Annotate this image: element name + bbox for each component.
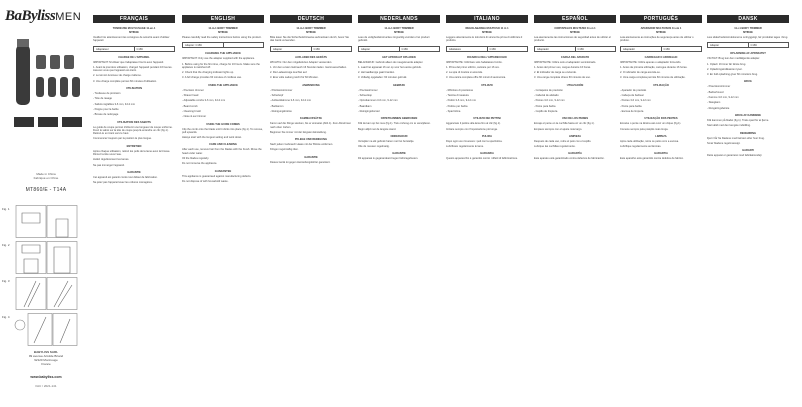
section-paragraph: - Præcisionstrimmer [707,85,731,89]
section-heading: UTILISATION DES SABOTS [117,120,151,124]
section-paragraph: Lubrifique regularmente as lâminas. [620,145,662,149]
section-heading: GARANTÍA [568,152,582,156]
product-subtitle: 11-in-1 BODY TRIMMER MT861E [208,27,238,34]
language-header: PORTUGUÊS [620,15,702,23]
adapter-value: C169 [311,47,352,51]
section-paragraph: After each use, remove hair from the blades with the brush. Rinse the head under water. [182,148,262,155]
section-paragraph: - Rifinitore di precisione [446,88,474,92]
section-heading: RICARICA DELL'APPARECCHIO [467,55,507,59]
section-heading: USING THE APPLIANCE [208,83,238,87]
made-in-china: Made in China Fabriqué en Chine [33,172,59,180]
website-link[interactable]: www.babyliss.com [30,375,62,379]
section-paragraph: - Tête de rasage [93,97,112,101]
intro-text: Lees de veiligheidsinstructies zorgvuldig voordat u het product gebruikt. [358,36,430,43]
section-paragraph: Clip the comb onto the blade until it clicks into place (fig.1). To remove, pull upwards. [182,127,263,134]
adapter-table [620,46,702,52]
section-paragraph: 3. Eine volle Ladung reicht für 60 Minuten. [270,76,319,80]
section-paragraph: - Rengøringsbørste [707,106,730,110]
language-column-français [93,15,175,405]
section-heading: GARANTIA [654,152,668,156]
section-heading: GARANTIE [127,170,141,174]
section-paragraph: WICHTIG: Nur den mitgelieferten Adapter verwenden. [270,60,332,64]
section-paragraph: 3. Uma carga completa permite 60 minutos de utilização. [620,76,686,80]
section-paragraph: Olie de messen regelmatig. [358,145,390,149]
section-paragraph: Después de cada uso, retire el pelo con el cepillo. [534,139,592,143]
section-heading: GARANZIA [480,152,494,156]
figure-3: Fig. 3 [10,277,82,310]
section-paragraph: Empiece siempre con el ajuste más largo. [534,127,583,131]
language-column-deutsch [270,15,352,405]
section-paragraph: - Escova de limpeza [620,109,644,113]
section-paragraph: 3. Une charge complète permet 60 minutes d'utilisation. [93,79,157,83]
section-paragraph: 2. Check that the charging indicator lights up. [182,71,234,75]
section-paragraph: Commencez toujours par la position la plus longue. [93,137,152,141]
adapter-label: Adattatore [449,47,461,51]
adapter-value: C169 [748,43,789,47]
section-paragraph: - Barberhoved [707,90,724,94]
adapter-table [707,42,789,48]
section-paragraph: - Cortapelos de precisión [534,88,563,92]
section-paragraph: - Cabeça de barbear [620,94,644,98]
section-paragraph: Kamm auf die Klinge stecken, bis er einrastet (Abb.1). Zum Abnehmen nach oben ziehen. [270,122,352,129]
adapter-value: C169 [487,47,528,51]
section-heading: HET APPARAAT OPLADEN [382,55,416,59]
section-paragraph: VIGTIGT: Brug kun den medfølgende adapter. [707,57,760,61]
section-paragraph: - Bartkamm [270,104,284,108]
section-paragraph: - Sabots réglables 3-6 mm, 9-12 mm [93,102,136,106]
language-column-english [182,15,264,405]
manufacturer-address: BABYLISS SARL 99 avenue Aristide Briand 92120 Montrouge France [28,350,64,366]
section-paragraph: - Tondeuse de précision [93,92,121,96]
section-paragraph: - Kamme 3-6 mm, 9-12 mm [707,96,739,100]
section-paragraph: - Peigne pour la barbe [93,107,119,111]
language-column-nederlands [358,15,440,405]
brand-logo [5,8,81,25]
section-paragraph: 2. Het laadlampje gaat branden. [358,71,395,75]
section-heading: USO DE LOS PEINES [561,117,589,121]
language-header: FRANÇAIS [93,15,175,23]
section-heading: PULIZIA [481,134,493,138]
figures [2,205,82,349]
section-paragraph: - Präzisionstrimmer [270,88,293,92]
figure-2: Fig. 2 [10,241,82,274]
adapter-label: Adaptateur [96,47,109,51]
section-heading: BRUG [744,80,752,84]
section-heading: USING THE GUIDE COMBS [206,122,240,126]
product-subtitle: 11-in-1 BODY TRIMMER MT861E [384,27,414,34]
section-heading: CHARGING THE APPLIANCE [205,52,241,56]
section-paragraph: Beginnen Sie immer mit der längsten Einstellung. [270,130,327,134]
product-subtitle: CORTAPELOS MULTIUSO 11 en 1 MT861E [554,27,596,34]
section-paragraph: Start altid med den længste indstilling. [707,124,751,128]
section-paragraph: Dopo ogni uso rimuovere i peli con la spazzolina. [446,139,503,143]
section-heading: UTILISATION [125,87,143,91]
adapter-label: Adapter [361,47,371,51]
language-column-español [534,15,616,405]
section-paragraph: - Peines 3-6 mm, 9-12 mm [534,99,565,103]
section-heading: GARANTI [742,149,754,153]
brand-suffix: MEN [55,11,82,23]
figure-illustration [14,205,78,238]
section-paragraph: - Skægkam [707,101,721,105]
section-paragraph: 3. A full charge provides 60 minutes of cordless use. [182,76,242,80]
section-heading: CARREGAR O APARELHO [644,55,678,59]
section-paragraph: 1. Antes del primer uso, cargue durante 16 horas. [534,65,591,69]
section-paragraph: Este aparelho está garantido contra defeitos de fabrico. [620,157,684,161]
section-paragraph: - Testina di rasatura [446,94,469,98]
model-number: MT860/E - T14A [25,187,67,193]
section-paragraph: - Reinigingsborstel [358,109,380,113]
adapter-table [534,46,616,52]
section-paragraph: IMPORTANTE: Utilize apenas o adaptador fornecido. [620,60,682,64]
adapter-label: Adaptador [623,47,635,51]
product-subtitle: REGOLABARBA MULTIUSO 11 in 1 MT861E [465,27,509,34]
section-heading: PFLEGE UND REINIGUNG [294,138,328,142]
section-paragraph: Huilez régulièrement les lames. [93,158,130,162]
section-paragraph: Lubrificare regolarmente le lame. [446,145,484,149]
language-header: ESPAÑOL [534,15,616,23]
section-paragraph: 1. Prima del primo utilizzo, caricare per 16 ore. [446,65,500,69]
figure-1: Fig. 1 [10,205,82,238]
section-paragraph: Do not immerse the appliance. [182,162,218,166]
section-heading: GEBRUIK [393,83,405,87]
section-paragraph: - Precision trimmer [182,88,204,92]
adapter-table [358,46,440,52]
section-paragraph: Begin altijd met de langste stand. [358,127,397,131]
section-paragraph: Do not dispose of with household waste. [182,179,229,183]
section-heading: AUFLADEN DES GERÄTS [295,55,327,59]
section-paragraph: - Scheerkop [358,94,372,98]
section-paragraph: 3. Una carica completa offre 60 minuti di autonomia. [446,76,506,80]
section-paragraph: 2. Le témoin lumineux de charge s'allume. [93,74,142,78]
language-column-italiano [446,15,528,405]
section-paragraph: 1. Laad het apparaat 16 uur op voor het eerste gebruik. [358,65,422,69]
section-paragraph: 1. Antes da primeira utilização, carregue durante 16 horas. [620,65,688,69]
language-header: DEUTSCH [270,15,352,23]
section-paragraph: - Pettine per barba [446,104,468,108]
section-paragraph: Verwijder na elk gebruik haren met het borsteltje. [358,139,415,143]
section-heading: UTILIZACIÓN [566,83,584,87]
section-heading: ENTRETIEN [126,144,142,148]
section-paragraph: 1. Oplad i 16 timer før første brug. [707,62,747,66]
product-subtitle: TONDEUSE MULTI-USAGE 11-en-1 MT861E [112,27,156,34]
section-paragraph: 3. Una carga completa ofrece 60 minutos de uso. [534,76,591,80]
section-paragraph: IMPORTANT: N'utilisez que l'adaptateur fourni avec l'appareil. [93,60,164,64]
section-paragraph: 2. Die Ladeanzeige leuchtet auf. [270,71,308,75]
section-paragraph: BELANGRIJK: Gebruik alleen de meegeleverde adapter. [358,60,424,64]
section-paragraph: - Cabezal de afeitado [534,94,559,98]
section-paragraph: Ne pas immerger l'appareil. [93,163,125,167]
section-paragraph: 3. Volledig opgeladen: 60 minuten gebruik. [358,76,408,80]
section-paragraph: Dette apparat er garanteret mod fabrikationsfejl. [707,154,763,158]
section-paragraph: - Scherkopf [270,94,284,98]
section-paragraph: Le guide de coupe permet d'obtenir une longueur de coupe uniforme. Fixez le sabot sur la tête de coupe jusqu'à entendre un clic (fig.1). Retirez-le en tirant vers le haut. [93,125,173,136]
adapter-label: Adapter [710,44,720,48]
adapter-value: C169 [134,47,175,51]
section-paragraph: - Aufsteckkämme 3-6 mm, 9-12 mm [270,99,312,103]
section-paragraph: Dit apparaat is gegarandeerd tegen fabricagefouten. [358,157,419,161]
language-column-dansk [707,15,789,405]
intro-text: Leggere attentamente le istruzioni di sicurezza prima di utilizzare il prodotto. [446,36,523,43]
product-image [6,35,86,145]
adapter-label: Adaptador [537,47,549,51]
section-heading: ANWENDUNG [302,83,320,87]
section-heading: BRUG AF KAMMENE [735,113,761,117]
section-paragraph: - Pettini 3-6 mm, 9-12 mm [446,99,476,103]
document-code: FAC / 2021-141 [35,384,57,388]
section-heading: UTILIZAÇÃO [653,83,669,87]
section-heading: CARGA DEL APARATO [560,55,590,59]
section-paragraph: Nach jedem Gebrauch Haare mit der Bürste entfernen. [270,143,334,147]
language-column-português [620,15,702,405]
section-paragraph: IMPORTANT: Only use the adapter supplied with the appliance. [182,57,255,61]
section-paragraph: - Opzetkammen 3-6 mm, 9-12 mm [358,99,398,103]
language-header: NEDERLANDS [358,15,440,23]
language-header: ITALIANO [446,15,528,23]
section-paragraph: 2. O indicador de carga acende-se. [620,71,661,75]
language-header: DANSK [707,15,789,23]
product-subtitle: APARADOR MULTIUSOS 11 em 1 MT861E [640,27,682,34]
section-paragraph: Iniziare sempre con l'impostazione più lunga. [446,127,498,131]
intro-text: Bitte lesen Sie die Sicherheitshinweise aufmerksam durch, bevor Sie das Gerät verwenden. [270,36,350,43]
section-paragraph: Après chaque utilisation, retirez les poils de la lame avec la brosse. Rincez la tête sous l'eau. [93,149,171,157]
section-paragraph: - Adjustable combs 3-6 mm, 9-12 mm [182,99,226,103]
section-paragraph: IMPORTANTE: Utilizzare solo l'adattatore fornito. [446,60,503,64]
section-paragraph: This appliance is guaranteed against manufacturing defects. [182,174,252,178]
section-heading: CHARGE DE L'APPAREIL [118,55,150,59]
adapter-table [182,42,264,48]
section-paragraph: - Pente para barba [620,104,642,108]
section-paragraph: - Cleaning brush [182,109,202,113]
section-paragraph: 2. La spia di ricarica si accende. [446,71,483,75]
section-paragraph: 2. Opladningsindikatoren lyser. [707,67,743,71]
intro-text: Leia atentamente as instruções de segurança antes de utilizar o produto. [620,36,694,43]
section-paragraph: Comece sempre pela posição mais longa. [620,127,669,131]
section-paragraph: - Reinigungsbürste [270,109,292,113]
section-paragraph: - Beard comb [182,104,198,108]
section-paragraph: - Spazzolina [446,109,461,113]
section-paragraph: 2. El indicador de carga se enciende. [534,71,577,75]
section-paragraph: Lubrique las cuchillas regularmente. [534,145,576,149]
section-heading: GARANTIE [304,155,318,159]
adapter-value: C169 [661,47,702,51]
section-paragraph: - Cepillo de limpieza [534,109,558,113]
section-heading: KAMMAUFSÄTZE [300,117,322,121]
section-paragraph: - Pentes 3-6 mm, 9-12 mm [620,99,651,103]
section-heading: RENGØRING [740,131,756,135]
section-paragraph: - Precisietrimmer [358,88,378,92]
section-paragraph: Dieses Gerät ist gegen Herstellungsfehler garantiert. [270,160,331,164]
section-paragraph: Ne jetez pas l'appareil avec les ordures ménagères. [93,181,153,185]
section-paragraph: - Brosse de nettoyage [93,113,119,117]
section-heading: UTILIZAÇÃO DOS PENTES [644,117,678,121]
section-paragraph: - Baardkam [358,104,372,108]
brand-name: BaByliss [5,8,56,24]
adapter-value: C169 [399,47,440,51]
section-paragraph: Encaje el peine en la cuchilla hasta oír un clic (fig.1). [534,122,595,126]
intro-text: Læs sikkerhedsinstruktionerne omhyggeligt, før produktet tages i brug. [707,36,789,39]
section-paragraph: Klik kammen på bladet (fig.1). Træk opad for at fjerne. [707,118,769,122]
adapter-table [270,46,352,52]
section-paragraph: Smør bladene regelmæssigt. [707,141,741,145]
section-heading: GARANTIE [392,152,406,156]
section-heading: LIMPEZA [655,134,667,138]
adapter-value [223,43,264,47]
section-paragraph: - Peine para barba [534,104,556,108]
section-paragraph: 1. Avant la première utilisation, chargez l'appareil pendant 16 heures. Assurez-vous que l'appareil est éteint. [93,65,173,73]
section-paragraph: Após cada utilização, retire os pelos com a escova. [620,139,679,143]
section-paragraph: Agganciare il pettine alla lama fino al clic (fig.1). [446,122,501,126]
section-paragraph: - Nose & ear trimmer [182,115,207,119]
section-heading: OPLADNING AF APPARATET [730,52,766,56]
section-paragraph: - Aparador de precisão [620,88,647,92]
adapter-table [446,46,528,52]
adapter-table [93,46,175,52]
intro-text: Veuillez lire attentivement les consignes de sécurité avant d'utiliser l'appareil. [93,36,170,43]
section-paragraph: Klingen regelmäßig ölen. [270,148,299,152]
section-paragraph: 1. Vor dem ersten Gebrauch 16 Stunden laden. Gerät ausschalten. [270,65,347,69]
intro-text: Lea atentamente las instrucciones de seguridad antes de utilizar el producto. [534,36,611,43]
section-heading: OPZETKAMMEN GEBRUIKEN [380,117,418,121]
section-heading: CARE AND CLEANING [209,143,237,147]
section-paragraph: Cet appareil est garanti contre tout défaut de fabrication. [93,175,158,179]
section-heading: UTILIZZO [481,83,493,87]
section-paragraph: Oil the blades regularly. [182,157,210,161]
section-paragraph: Klik de kam op het mes (fig.1). Trek omhoog om te verwijderen. [358,122,431,126]
section-paragraph: Questo apparecchio è garantito contro i difetti di fabbricazione. [446,157,518,161]
section-heading: LIMPIEZA [568,134,582,138]
cover-panel [0,0,92,407]
section-paragraph: 3. En fuld opladning giver 60 minutters brug. [707,73,758,77]
section-heading: GUARANTEE [214,169,232,173]
adapter-label: Adapter [273,47,283,51]
section-heading: ONDERHOUD [390,134,408,138]
section-heading: UTILIZZO DEI PETTINI [473,117,501,121]
section-paragraph: 1. Before using for the first time, charge for 16 hours. Make sure the appliance is switched off. [182,62,260,69]
section-paragraph: - Shaver head [182,94,199,98]
adapter-value: C169 [575,47,616,51]
section-paragraph: Fjern hår fra bladene med børsten efter hver brug. [707,136,765,140]
product-subtitle: 11-in-1 BODY TRIMMER MT861E [296,27,326,34]
section-paragraph: Always start with the longest setting and work down. [182,136,242,140]
language-header: ENGLISH [182,15,264,23]
adapter-label: Adapter: C169 [185,44,202,48]
section-paragraph: Este aparato está garantizado contra defectos de fabricación. [534,157,605,161]
product-subtitle: 11-i-1 BODY TRIMMER MT861E [734,27,762,34]
section-paragraph: IMPORTANTE: Utilice solo el adaptador suministrado. [534,60,597,64]
section-paragraph: Encaixe o pente na lâmina até ouvir um clique (fig.1). [620,122,682,126]
figure-4: Fig. 4 [10,313,82,346]
intro-text: Please carefully read the safety instructions before using the product. [182,36,262,39]
